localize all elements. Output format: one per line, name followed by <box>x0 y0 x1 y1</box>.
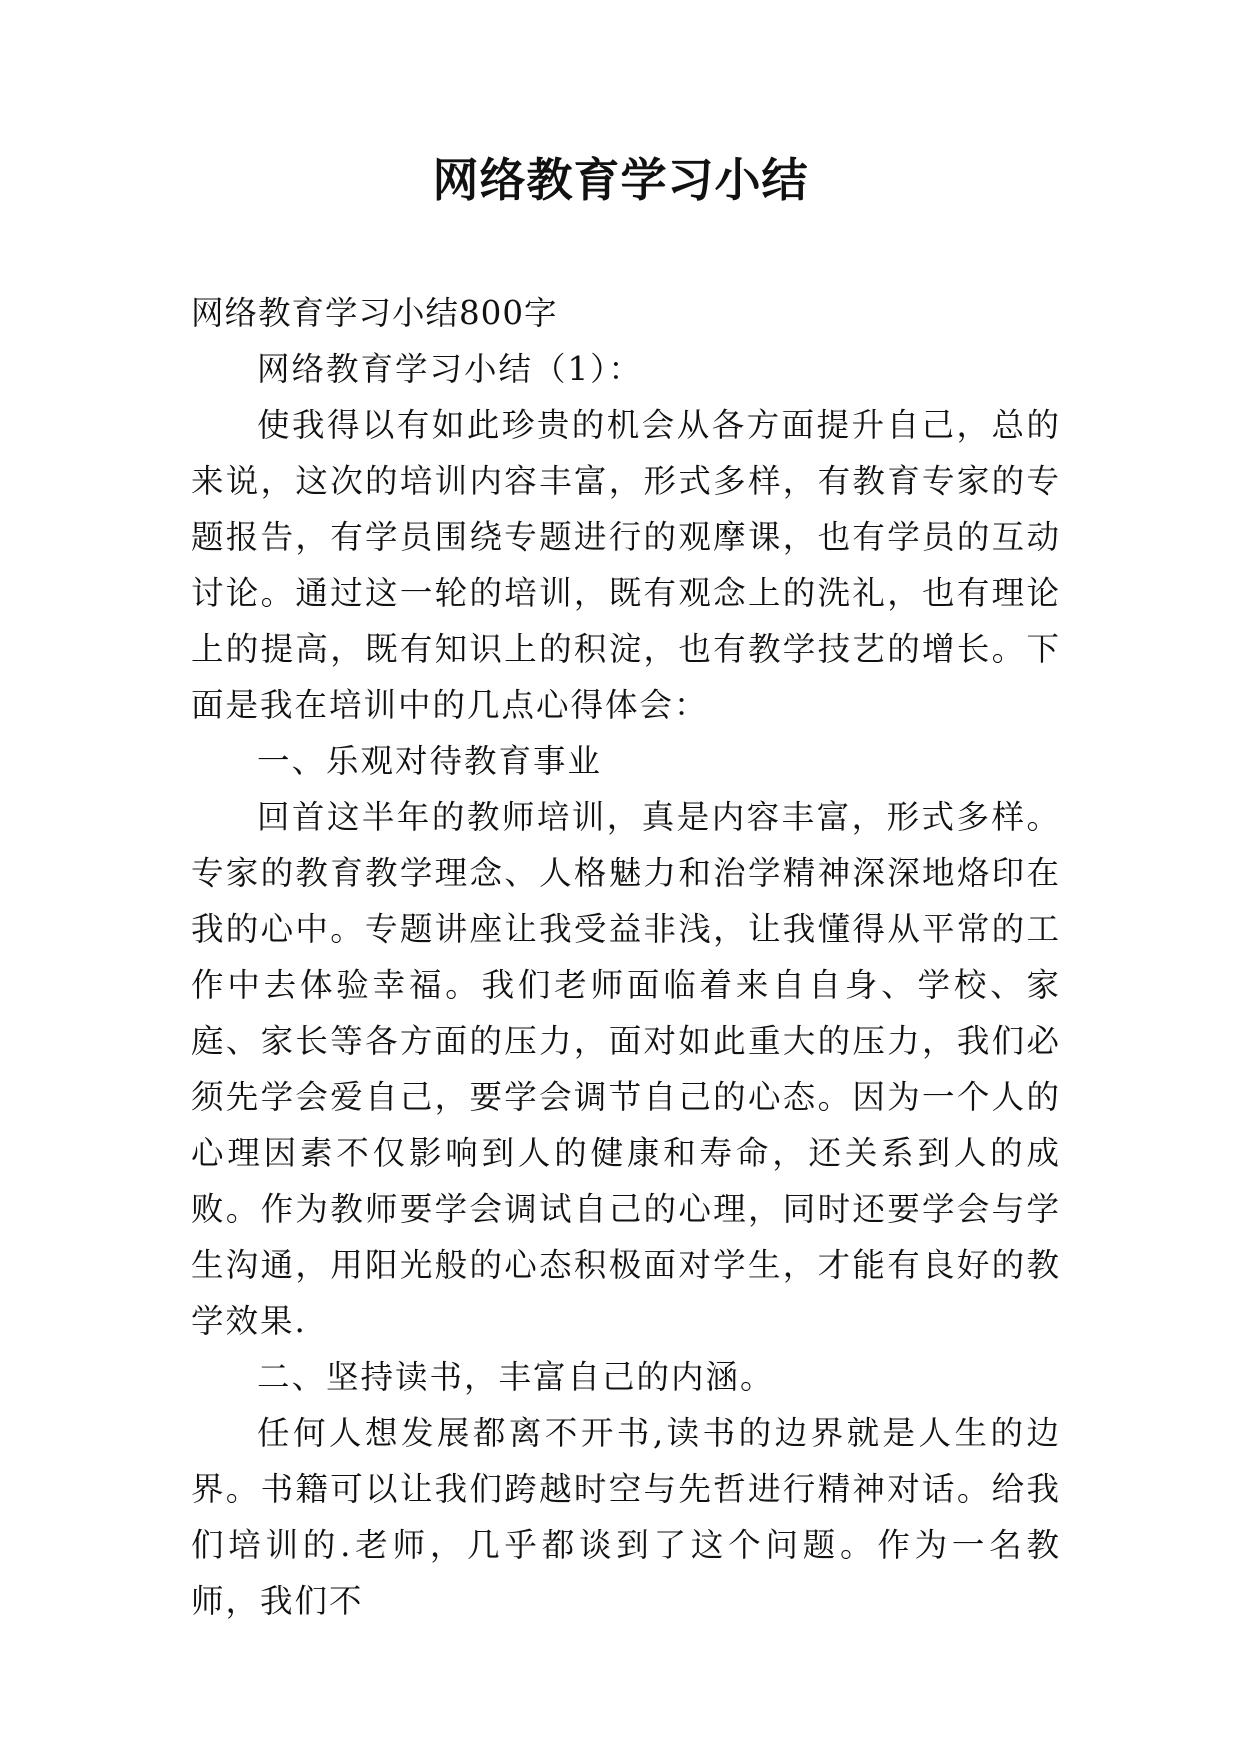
body-paragraph-point-one: 回首这半年的教师培训，真是内容丰富，形式多样。专家的教育教学理念、人格魅力和治学精神深深地烙印在我的心中。专题讲座让我受益非浅，让我懂得从平常的工作中去体验幸福。我们老师面临着来自自身、学校、家庭、家长等各方面的压力，面对如此重大的压力，我们必须先学会爱自己，要学会调节自己的心态。因为一个人的心理因素不仅影响到人的健康和寿命，还关系到人的成败。作为教师要学会调试自己的心理，同时还要学会与学生沟通，用阳光般的心态积极面对学生，才能有良好的教学效果. <box>191 798 1061 1340</box>
section-heading: 网络教育学习小结（1）： <box>257 350 643 388</box>
heading-point-two: 二、坚持读书，丰富自己的内涵。 <box>257 1358 775 1396</box>
document-title: 网络教育学习小结 <box>432 153 809 207</box>
document-body <box>191 285 1061 1629</box>
heading-point-one: 一、乐观对待教育事业 <box>257 742 603 780</box>
document-subtitle: 网络教育学习小结800字 <box>191 294 558 332</box>
body-paragraph-point-two: 任何人想发展都离不开书,读书的边界就是人生的边界。书籍可以让我们跨越时空与先哲进行精神对话。给我们培训的.老师，几乎都谈到了这个问题。作为一名教师，我们不 <box>191 1414 1061 1620</box>
body-paragraph-intro: 使我得以有如此珍贵的机会从各方面提升自己，总的来说，这次的培训内容丰富，形式多样，有教育专家的专题报告，有学员围绕专题进行的观摩课，也有学员的互动讨论。通过这一轮的培训，既有观念上的洗礼，也有理论上的提高，既有知识上的积淀，也有教学技艺的增长。下面是我在培训中的几点心得体会： <box>191 406 1061 724</box>
